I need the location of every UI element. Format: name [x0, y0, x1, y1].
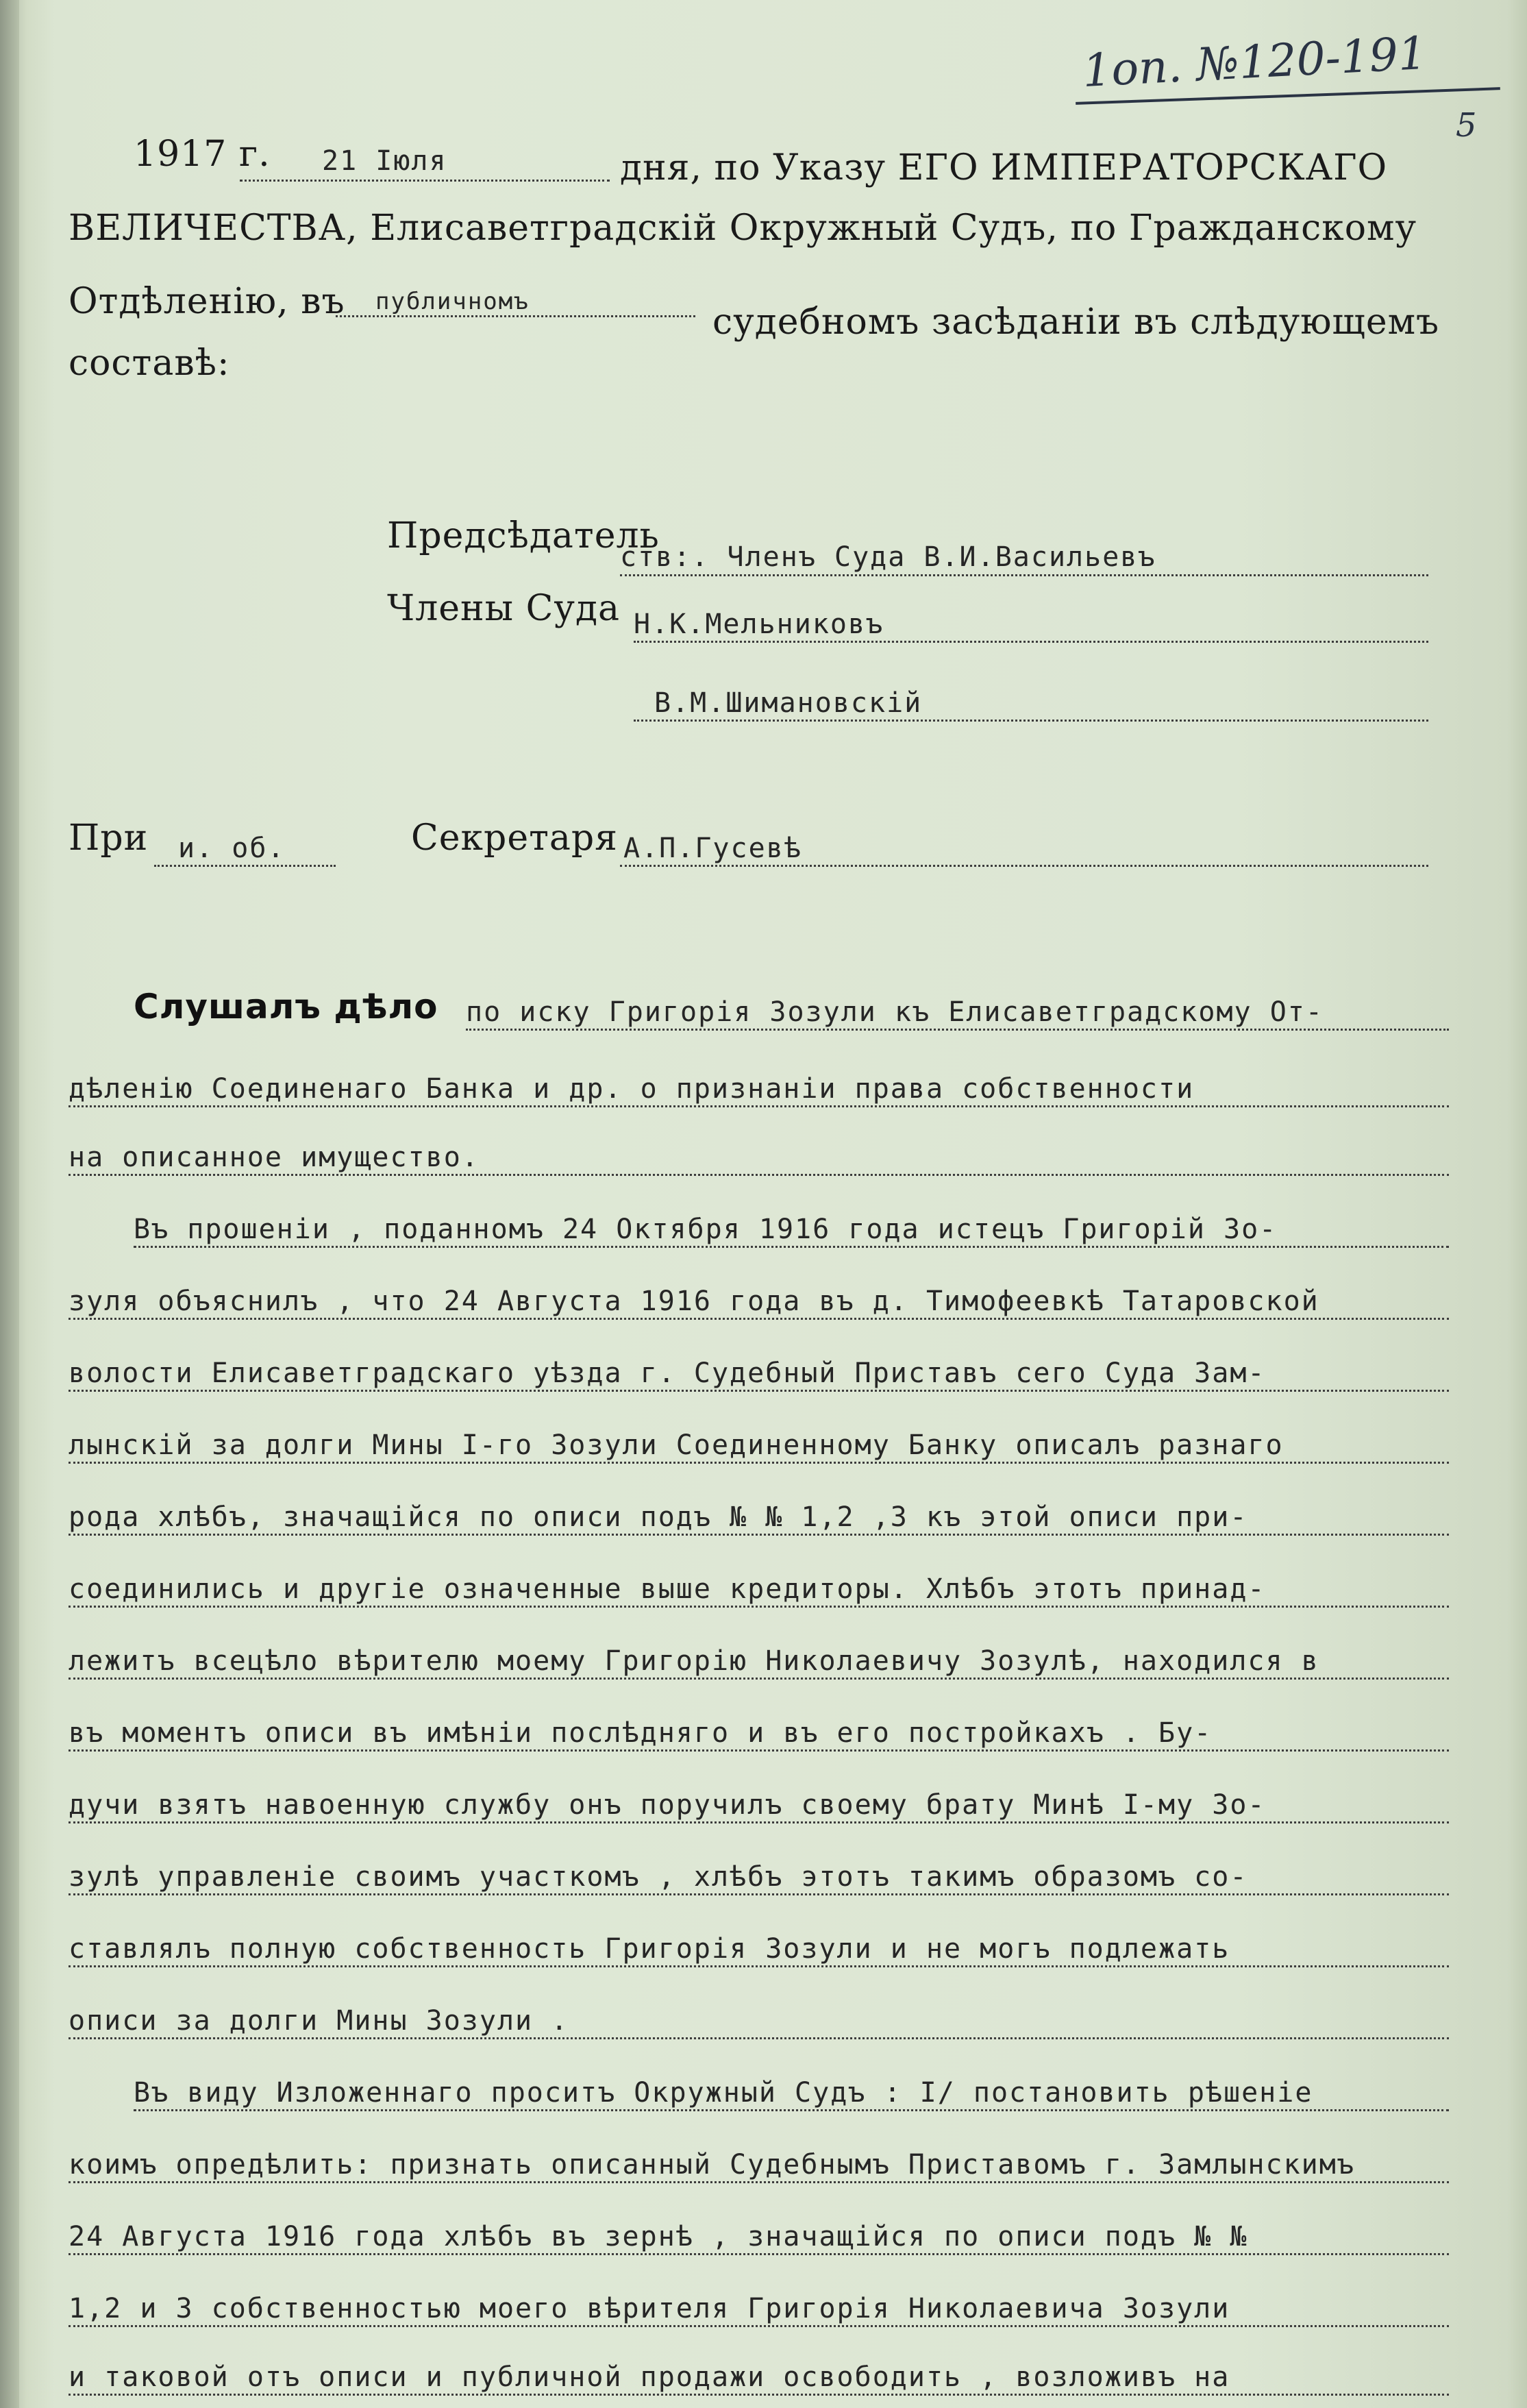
body-line-text: въ моментъ описи въ имѣніи послѣдняго и въ его постройкахъ . Бу- — [69, 1717, 1213, 1749]
body-line-text: ставлялъ полную собственность Григорія Зозули и не могъ подлежать — [69, 1933, 1230, 1965]
body-line — [69, 2203, 1449, 2261]
body-line-text: и таковой отъ описи и публичной продажи освободить , возложивъ на — [69, 2361, 1230, 2393]
member2-value: В.М.Шимановскій — [654, 687, 923, 719]
body-line-rule — [69, 1390, 1449, 1392]
body-line-text: зуля объяснилъ , что 24 Августа 1916 года въ д. Тимофеевкѣ Татаровской — [69, 1286, 1319, 1317]
body-line-text: волости Елисаветградскаго уѣзда г. Судебный Приставъ сего Суда Зам- — [69, 1357, 1266, 1389]
body-line-rule — [69, 2181, 1449, 2183]
chair-label: Предсѣдатель — [387, 515, 660, 556]
header-year: 1917 г. — [134, 134, 271, 175]
member1-dotted-line — [634, 641, 1428, 643]
body-line — [466, 979, 1449, 1036]
body-line-rule — [69, 1821, 1449, 1823]
body-line-rule — [69, 1678, 1449, 1680]
body-line — [69, 2131, 1449, 2189]
header-line4: составѣ: — [69, 343, 230, 384]
folio-number: 5 — [1456, 106, 1477, 145]
secretary-label: Секретаря — [411, 818, 618, 859]
header-line3-rest: судебномъ засѣданіи въ слѣдующемъ — [712, 302, 1440, 343]
body-line-text: дучи взятъ навоенную службу онъ поручилъ своему брату Минѣ І-му Зо- — [69, 1789, 1266, 1821]
body-line-rule — [69, 1893, 1449, 1895]
page-fold-shadow — [0, 0, 19, 2408]
body-line-rule — [69, 1318, 1449, 1320]
header-line3-start: Отдѣленію, въ — [69, 281, 345, 322]
body-line-rule — [69, 2394, 1449, 2396]
body-line — [69, 1627, 1449, 1685]
body-line — [134, 2059, 1449, 2117]
secretary-prefix-dotted-line — [154, 865, 336, 867]
body-line-rule — [69, 1965, 1449, 1967]
body-line-text: 24 Августа 1916 года хлѣбъ въ зернѣ , значащійся по описи подъ № № — [69, 2221, 1248, 2252]
body-line — [69, 1124, 1449, 1181]
body-line — [69, 1987, 1449, 2045]
session-dotted-line — [336, 315, 695, 317]
body-line — [69, 2344, 1449, 2401]
body-line-rule — [134, 1246, 1449, 1248]
body-line-rule — [69, 1606, 1449, 1608]
body-line-rule — [69, 2253, 1449, 2255]
body-line — [69, 1556, 1449, 1613]
body-line-rule — [466, 1029, 1449, 1031]
secretary-typed-prefix: и. об. — [178, 833, 286, 864]
body-line-rule — [69, 1749, 1449, 1752]
chair-value: ств:. Членъ Суда В.И.Васильевъ — [620, 541, 1156, 573]
secretary-value: А.П.Гусевѣ — [623, 833, 802, 864]
date-dotted-line — [240, 180, 610, 182]
body-line — [134, 1196, 1449, 1253]
body-line — [69, 1771, 1449, 1829]
member2-dotted-line — [634, 720, 1428, 722]
body-line — [69, 1484, 1449, 1541]
session-typed: публичномъ — [375, 288, 530, 315]
body-line-text: зулѣ управленіе своимъ участкомъ , хлѣбъ этотъ такимъ образомъ со- — [69, 1861, 1248, 1893]
body-line-text: лынскій за долги Мины І-го Зозули Соединенному Банку описалъ разнаго — [69, 1429, 1284, 1461]
body-line — [69, 1055, 1449, 1113]
body-line-text: на описанное имущество. — [69, 1142, 480, 1173]
body-line-text: коимъ опредѣлить: признать описанный Судебнымъ Приставомъ г. Замлынскимъ — [69, 2149, 1355, 2180]
heard-label: Слушалъ дѣло — [134, 987, 438, 1027]
date-typed: 21 Іюля — [322, 145, 447, 177]
body-line-rule — [69, 1534, 1449, 1536]
body-line-text: описи за долги Мины Зозули . — [69, 2005, 569, 2037]
body-line-rule — [69, 1174, 1449, 1176]
body-line-text: Въ виду Изложеннаго проситъ Окружный Судъ : І/ постановить рѣшеніе — [134, 2077, 1313, 2109]
body-line — [69, 1915, 1449, 1973]
body-line-text: 1,2 и 3 собственностью моего вѣрителя Григорія Николаевича Зозули — [69, 2293, 1230, 2324]
secretary-prefix: При — [69, 818, 149, 859]
body-line — [69, 2275, 1449, 2333]
body-line — [69, 1340, 1449, 1397]
body-line-rule — [69, 2037, 1449, 2039]
body-line-rule — [134, 2109, 1449, 2111]
archive-handwritten-note: 1оп. №120-191 — [1081, 26, 1428, 98]
body-line-text: соединились и другіе означенные выше кредиторы. Хлѣбъ этотъ принад- — [69, 1573, 1266, 1605]
body-line-text: дѣленію Соединенаго Банка и др. о признаніи права собственности — [69, 1073, 1195, 1105]
body-line — [69, 1268, 1449, 1325]
body-line-rule — [69, 1105, 1449, 1107]
body-line — [69, 1412, 1449, 1469]
member1-value: Н.К.Мельниковъ — [634, 609, 884, 640]
body-line-text: лежитъ всецѣло вѣрителю моему Григорію Николаевичу Зозулѣ, находился в — [69, 1645, 1319, 1677]
chair-dotted-line — [620, 574, 1428, 576]
body-line-rule — [69, 1462, 1449, 1464]
body-line-rule — [69, 2325, 1449, 2327]
secretary-dotted-line — [620, 865, 1428, 867]
body-line — [69, 1699, 1449, 1757]
body-line — [69, 1843, 1449, 1901]
members-label: Члены Суда — [387, 588, 620, 629]
body-line-text: по иску Григорія Зозули къ Елисаветградскому От- — [466, 996, 1324, 1028]
header-line2: ВЕЛИЧЕСТВА, Елисаветградскій Окружный Судъ, по Гражданскому — [69, 208, 1417, 249]
body-line-text: Въ прошеніи , поданномъ 24 Октября 1916 года истецъ Григорій Зо- — [134, 1214, 1278, 1245]
header-line1-rest: дня, по Указу ЕГО ИМПЕРАТОРСКАГО — [620, 147, 1388, 188]
body-line-text: рода хлѣбъ, значащійся по описи подъ № № 1,2 ,3 къ этой описи при- — [69, 1501, 1248, 1533]
